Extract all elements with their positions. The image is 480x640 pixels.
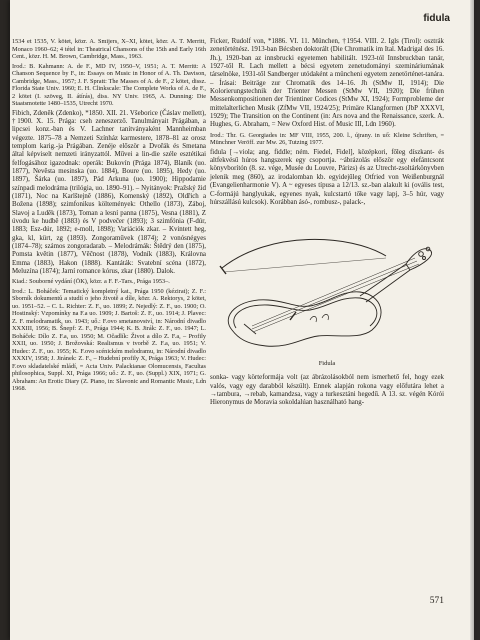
entry-fidula: fidula [→viola; ang. fiddle; ném. Fiedel, Fidel], középkori, főleg díszkant- és altfekvésű húros hangszerek egy csoportja. ~ábrázolás először egy elefántcsont könyvborítón (8. sz. vége, Musée du Louvre, Párizs) és az Utrecht-zsoltárkönyvben jelenik meg (860), az irodalomban kb. egyidejűleg Otfried von Weißenburgnál (Evangelienharmonie V). A ~ egyeses típusa a 12/13. sz.-ban alakult ki (ovális test, C-formájú hanglyukak, egyenes nyak, kulcstartó tőke vagy lapj, 3–5 húr, vagy húrszállású kulcsok). Korábban ásó-, rombusz-, palack-, — [210, 148, 444, 206]
entry-text-works: 1534 et 1535, V. kötet, közr. A. Smijers, X–XI, kötet, közr. A. T. Merritt, Monaco 1960–62; 4 tétel in: Theatrical Chansons of the 15th and Early 16th Cent., közr. H. M. Brown, Cambridge, Mass., 1963. — [12, 38, 206, 60]
page-gutter-shadow — [470, 0, 474, 640]
entry-fibich: Fibich, Zdeněk (Zdenko), *1850. XII. 21. Všeborice (Čáslav mellett), †1900. X. 15. Prága: cseh zeneszerző. Tanulmányait Prágában, a lipcsei konz.-ban és V. Lachner tanítványaként Mannheimban végezte. 1875–78 a Nemzeti Színház karmestere, 1878–81 az orosz templom karig.-ja Prágában. Zenéje először a Dvořák és Smetana által képviselt nemzeti irányzattól. Művei a lin-die széle esztétikai felfogásához igazodnak: operák: Bukovín (Prága 1874), Blaník (uo. 1877), Nevěsta mesinska (uo. 1884), Boure (uo. 1895), Hedy (uo. 1897), Šárka (uo. 1897), Pád Arkuna (uo. 1900); Hippodamie színpadi melodráma (trilógia, uo. 1890–91). – Nyitányok: Pražský žid (1871), Noc na Karlštejně (1886), Komenský (1892), Oldřich a Božena (1898); szimfonikus költemények: Othello (1873), Záboj, Slavoj a Luděk (1873), Toman a lesní panna (1875), Vesna (1881), Z úvodu ke hudbě (1883) és V podvečer (1893); 3 szimfónia (F-dúr, 1883; Esz-dúr, 1892; e-moll, 1898); Variációk zkar. – Kvintett heg, gka, kl, kürt, zg (1893). Zongoraművek (1874); 2 vonósnégyes (1874–78); számos zongoradarab. – Melodrámák: Štědrý den (1875), Pomsta květin (1877), Věčnost (1878), Vodník (1883), Královna Emma (1883), Hakon (1888). Kantáták: Svatební scéna (1872), Meluzína (1874); Jarní romance kórus, zkar (1880). Dalok. — [12, 109, 206, 276]
right-column — [210, 38, 444, 410]
running-head: fidula — [423, 13, 450, 24]
figure-caption: Fidula — [318, 360, 336, 368]
book-page — [10, 0, 474, 640]
left-column — [12, 38, 206, 395]
page-number: 571 — [429, 596, 444, 606]
entry-ficker-literature: Irod.: Thr. G. Georgiades in: MF VIII, 1955, 200. l., újrany. in uő: Kleine Schriften, = Münchner Veröff. zur Mw. 26, Tutzing 1977. — [210, 131, 444, 147]
entry-fibich-edition: Kiad.: Souborné vydání (ÖK), közr. a F. F.-Tars., Prága 1953–. — [12, 278, 170, 286]
entry-fidula-continued: sonka- vagy körteformája volt (az ábrázolásokból nem ismerhető fel, hogy ezek valós, vagy egy darabból készült). Ennek alapján rokona vagy előfutára lehet a →tambura, →rebab, kamandzsa, vagy a turkesztáni hegedű. A 13. sz. végén Kórói Hieronymus de Moravia sokoldalúan használható hang- — [210, 374, 444, 407]
entry-ficker: Ficker, Rudolf von, *1886. VI. 11. München, †1954. VIII. 2. Igls (Tirol): osztrák zenetörténész. 1913-ban Bécsben doktorált (Die Chromatik im Ital. Madrigal des 16. Jh.), 1920-ban az innsbrucki egyetemen habilitált. 1923-tól Innsbruckban tanár, 1927-től R. Lach mellett a bécsi egyetem zenetudományi szemináriumának társelnöke, 1931-től Sandberger utódaként a müncheni egyetem zenetörténet-tanára. – Írásai: Beiträge zur Chromatik des 14–16. Jh (StMw II, 1914); Die Kolorierungstechnik der Trienter Messen (StMw VII, 1920); Die frühen Messenkompositionen der Trientiner Codices (StMw XI, 1924); Formprobleme der mittelalterlichen Musik (ZfMw VII, 1924/25); Primäre Klangformen (JbP XXXVI, 1929); The Transition on the Continent (in: Ars nova and the Renaissance, szerk. A. Hughes, G. Abraham, = New Oxford Hist. of Music III, Ldn 1960). — [210, 38, 444, 129]
fidula-illustration — [210, 212, 444, 372]
entry-fibich-literature: Irod.: L. Boháček: Tematický kompletný kat., Prága 1950 (kézirat); Z. F.: Sborník dokumentů a studií o jeho životě a díle, közr. A. Rektorys, 2 kötet, uo. 1951–52. – C. L. Richter: Z. F., uo. 1899; Z. Nejedlý: Z. F., uo. 1900; O. Hostinský: Vzpomínky na F.a uo. 1909; J. Bartoš: Z. F., uo. 1914; J. Plavec: Z. F. melodramatik, uo. 1943; uő.: F.ovo smetanovství, in: Národní divadlo XXXIII, 1956; B. Šnepf: Z. F., Prága 1944; K. B. Jirák: Z. F., uo. 1947; L. Boháček: Dílo Z. F.a, uo. 1950; M. Očadlík: Život a dílo Z. F.a, – Profily XXII, uo. 1950; J. Brožovská: Realismus v tvorbě Z. F.a, uo. 1951; V. Hudec: Z. F., uo. 1955; K. F.ovo scénickém melodramu, in: Národní divadlo XXXIV, 1958; J. Jiránek: Z. F., – Hudební profily X, Prága 1963; V. Hudec: F.ovo skladatelské mládí, = Acta Univ. Palackianae Olomucensis, Facultas philosophica, Suppl. XI, Prága 1966; uő.: Z. F., uo. (Suppl.) XIX, 1971; G. Abraham: An Erotic Diary (Z. Piano, in: Slavonic and Romantic Music, Ldn 1968. — [12, 287, 206, 393]
fidula-drawing — [210, 212, 444, 362]
entry-text-literature: Irod.: B. Kahmann: A. de F., MD IV, 1950–V, 1951; A. T. Merritt: A Chanson Sequence by F., in: Essays on Music in Honor of A. Th. Davison, Cambridge, Mass., 1957; J. F. Spratt: The Masses of A. de F., 2 kötet, dissz. Florida State Univ. 1960; E. H. Clinkscale: The Complete Works of A. de F., 2 kötet (I. szöveg, II. átírás), diss. NY Univ. 1965, A. Dunning: Die Staatsmotette 1480–1535, Utrecht 1970. — [12, 62, 206, 107]
